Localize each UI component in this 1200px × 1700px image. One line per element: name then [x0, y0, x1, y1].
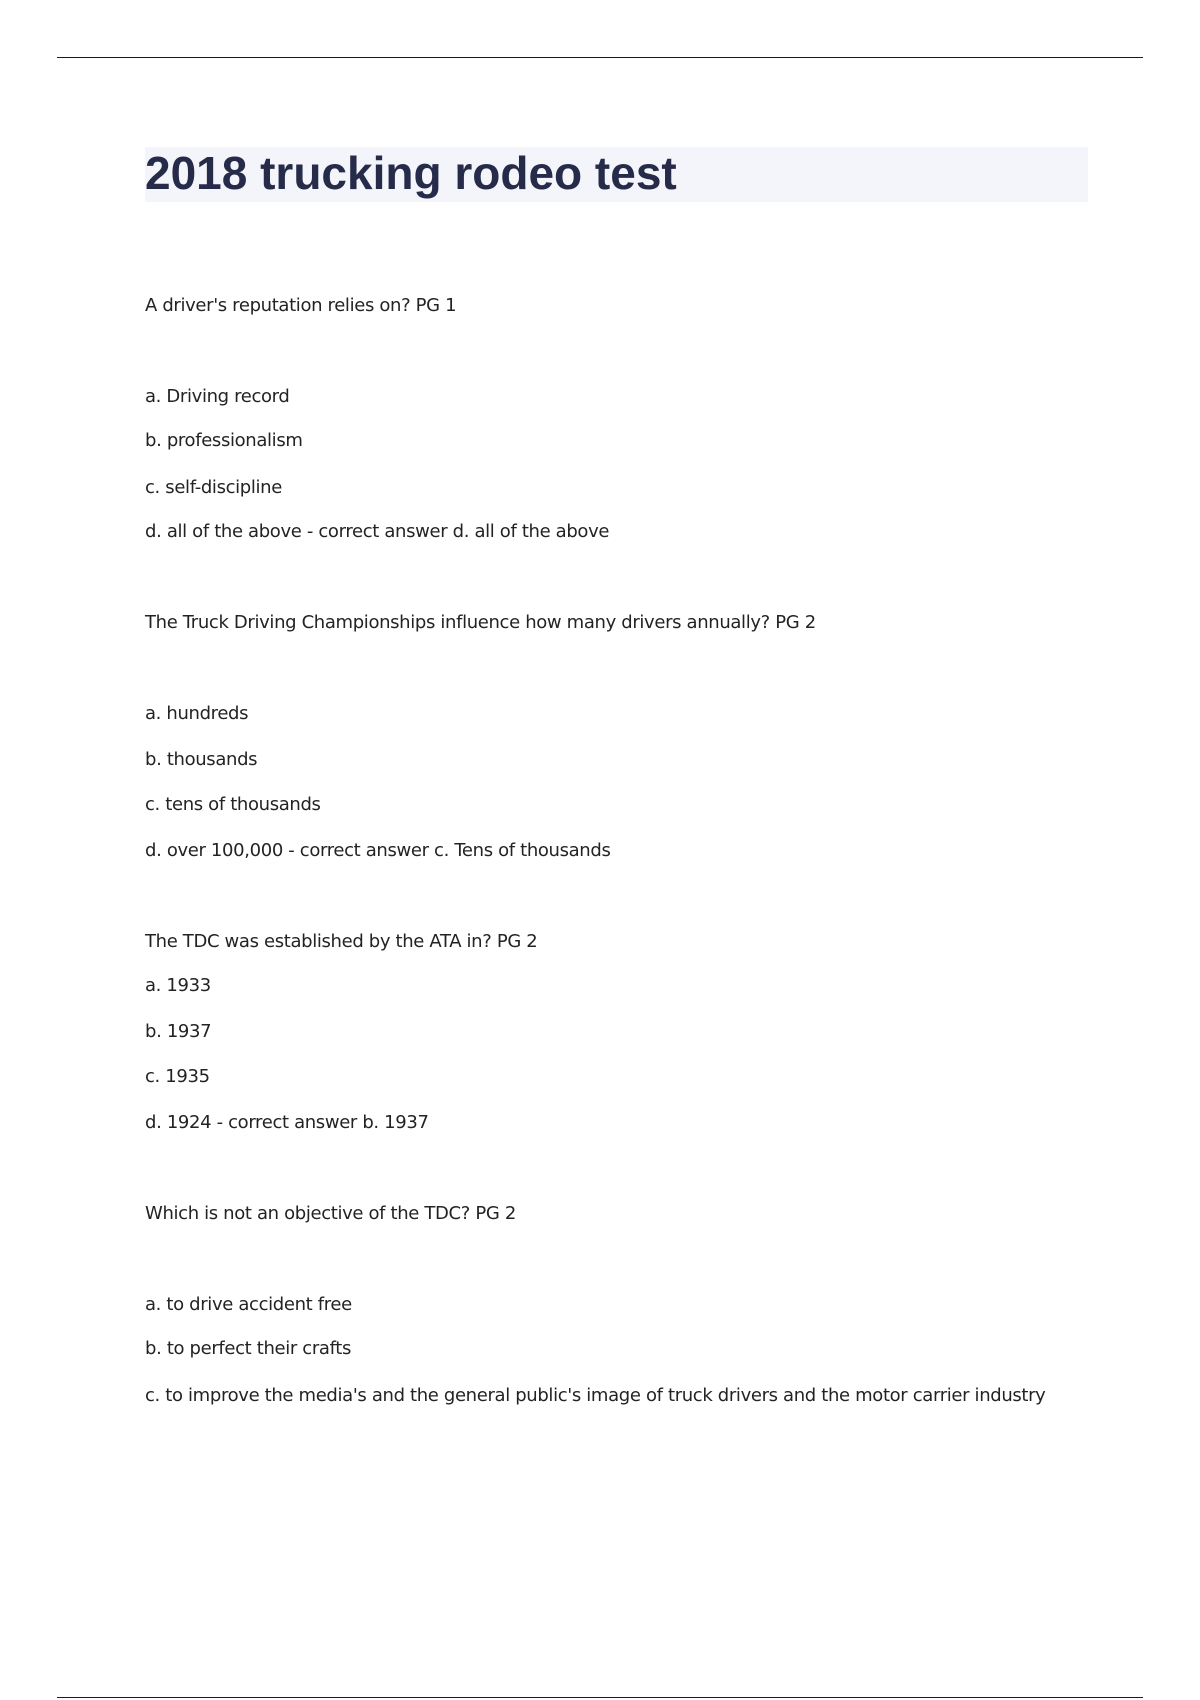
question-2-option-a: a. hundreds [145, 703, 249, 724]
question-2-option-d: d. over 100,000 - correct answer c. Tens of thousands [145, 840, 611, 861]
question-4-option-a: a. to drive accident free [145, 1294, 352, 1315]
bottom-divider [57, 1697, 1143, 1698]
question-1-option-d: d. all of the above - correct answer d. all of the above [145, 521, 610, 542]
question-3-option-b: b. 1937 [145, 1021, 212, 1042]
document-title: 2018 trucking rodeo test [145, 147, 677, 199]
question-4-prompt: Which is not an objective of the TDC? PG 2 [145, 1203, 516, 1224]
question-2-option-b: b. thousands [145, 749, 258, 770]
question-3-option-c: c. 1935 [145, 1066, 210, 1087]
question-1-prompt: A driver's reputation relies on? PG 1 [145, 295, 457, 316]
question-4-option-c: c. to improve the media's and the general public's image of truck drivers and the motor carrier industry [145, 1385, 1046, 1406]
question-3-option-d: d. 1924 - correct answer b. 1937 [145, 1112, 429, 1133]
question-1-option-a: a. Driving record [145, 386, 290, 407]
top-divider [57, 57, 1143, 58]
question-3-prompt: The TDC was established by the ATA in? PG 2 [145, 931, 538, 952]
question-2-option-c: c. tens of thousands [145, 794, 321, 815]
question-2-prompt: The Truck Driving Championships influence how many drivers annually? PG 2 [145, 612, 816, 633]
question-1-option-b: b. professionalism [145, 430, 303, 451]
question-1-option-c: c. self-discipline [145, 477, 282, 498]
question-3-option-a: a. 1933 [145, 975, 211, 996]
question-4-option-b: b. to perfect their crafts [145, 1338, 351, 1359]
